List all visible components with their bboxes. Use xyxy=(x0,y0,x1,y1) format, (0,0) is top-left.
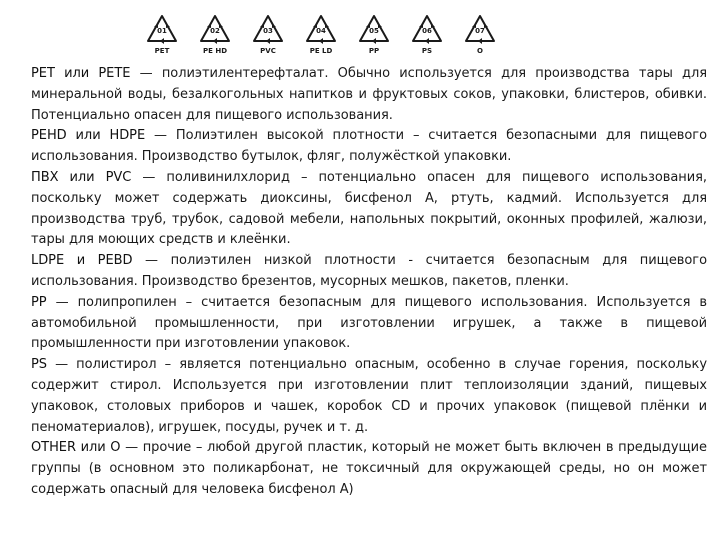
plastic-description: — прочие – любой другой пластик, который не может быть включен в предыдущие группы (в основном это поликарбонат, не токсичный для окружающей среды, но он может содержать опасный для человека бисфенол А) xyxy=(31,440,707,497)
plastic-description: — Полиэтилен высокой плотности – считается безопасными для пищевого использования. Производство бутылок, фляг, полужёсткой упаковки. xyxy=(31,128,707,165)
plastic-term: OTHER или O xyxy=(31,440,121,456)
plastic-paragraph xyxy=(31,355,707,438)
recycling-code-number: 03 xyxy=(263,27,273,35)
recycling-code-number: 07 xyxy=(475,27,485,35)
recycling-symbol-06 xyxy=(405,14,445,58)
recycling-code-label: O xyxy=(477,47,483,55)
plastic-paragraph xyxy=(31,293,707,355)
recycling-code-number: 01 xyxy=(157,27,167,35)
plastic-term: LDPE и PEBD xyxy=(31,253,133,269)
recycling-symbol-02 xyxy=(193,14,233,58)
recycling-code-label: PET xyxy=(154,47,170,55)
plastic-paragraph xyxy=(31,438,707,500)
recycling-code-label: PS xyxy=(421,47,433,55)
recycling-symbol-07 xyxy=(458,14,498,58)
recycling-symbols-row xyxy=(140,14,500,58)
recycling-code-label: PE LD xyxy=(309,47,333,55)
plastic-description: — полиэтилен низкой плотности - считается безопасным для пищевого использования. Производство брезентов, мусорных мешков, пакетов, пленки. xyxy=(31,253,707,289)
recycling-code-number: 02 xyxy=(210,27,220,35)
plastic-term: PP xyxy=(31,294,47,310)
recycling-symbol-05 xyxy=(352,14,392,58)
plastic-description: — полиэтилентерефталат. Обычно используется для производства тары для минеральной воды, безалкогольных напитков и фруктовых соков, упаковки, блистеров, обивки. Потенциально опасен для пищевого использования. xyxy=(31,66,708,123)
plastic-paragraph xyxy=(31,251,707,293)
plastic-paragraph xyxy=(31,126,707,168)
plastic-paragraph xyxy=(31,168,707,251)
plastics-description-text xyxy=(31,64,707,501)
plastic-term: ПВХ или PVC xyxy=(31,169,132,185)
recycling-code-label: PP xyxy=(368,47,380,55)
recycling-code-label: PE HD xyxy=(202,47,228,55)
recycling-code-number: 05 xyxy=(369,27,379,35)
plastic-description: — полистирол – является потенциально опасным, особенно в случае горения, поскольку содержит стирол. Используется при изготовлении плит теплоизоляции зданий, пищевых упаковок, столовых приборов и чашек, коробок CD и прочих упаковок (пищевой плёнки и пеноматериалов), игрушек, посуды, ручек и т. д. xyxy=(31,357,707,435)
plastic-term: PEHD или HDPE xyxy=(31,128,146,144)
recycling-code-label: PVC xyxy=(260,47,276,55)
recycling-code-number: 04 xyxy=(316,27,326,35)
plastic-description: — поливинилхлорид – потенциально опасен для пищевого использования, поскольку может содержать диоксины, бисфенол А, ртуть, кадмий. Используется для производства труб, трубок, садовой мебели, напольных покрытий, оконных профилей, жалюзи, тары для моющих средств и клеёнки. xyxy=(31,169,707,248)
plastic-term: PET или PETE xyxy=(31,66,131,81)
recycling-symbol-04 xyxy=(299,14,339,58)
recycling-code-number: 06 xyxy=(422,27,432,35)
plastic-paragraph xyxy=(31,64,707,126)
plastic-term: PS xyxy=(31,357,47,373)
plastic-description: — полипропилен – считается безопасным для пищевого использования. Используется в автомобильной промышленности, при изготовлении игрушек, а также в пищевой промышленности при изготовлении упаковок. xyxy=(31,294,707,352)
recycling-symbol-03 xyxy=(246,14,286,58)
recycling-symbol-01 xyxy=(140,14,180,58)
